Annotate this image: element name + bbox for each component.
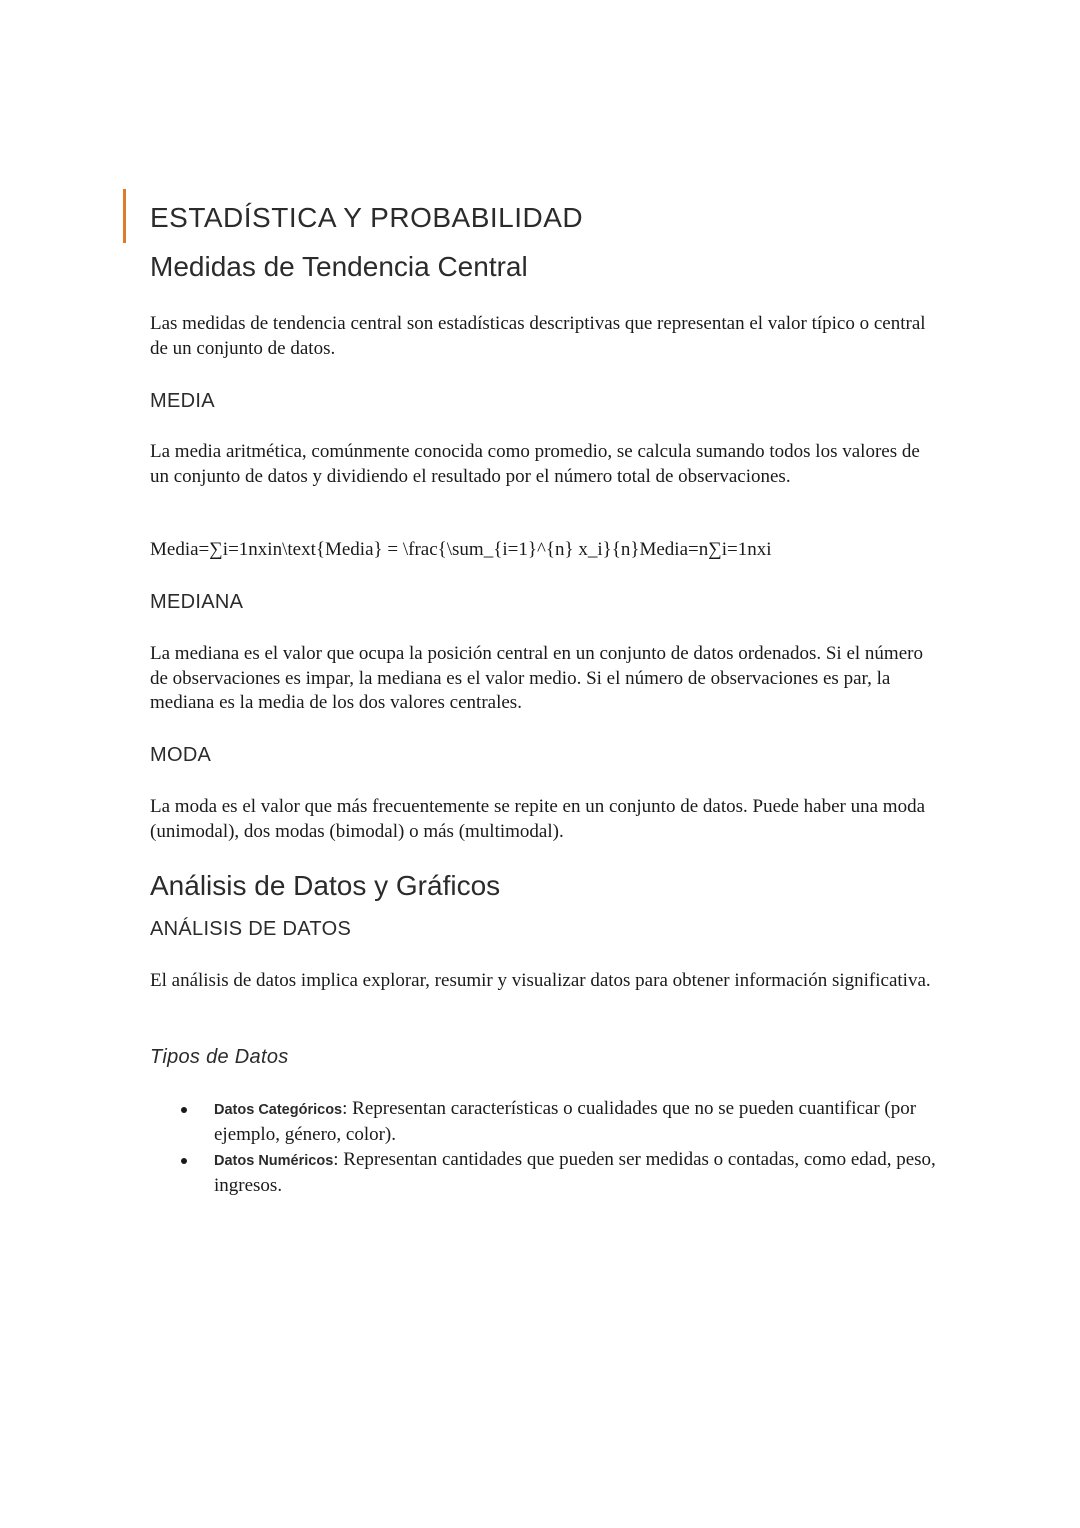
moda-paragraph: La moda es el valor que más frecuentemente se repite en un conjunto de datos. Puede haber una moda (unimodal), dos modas (bimodal) o más (multimodal). <box>150 796 926 842</box>
subheading-analisis-de-datos: ANÁLISIS DE DATOS <box>150 918 352 940</box>
subheading-media: MEDIA <box>150 390 215 412</box>
intro-paragraph: Las medidas de tendencia central son estadísticas descriptivas que representan el valor típico o central de un conjunto de datos. <box>150 313 926 359</box>
term-categoricos: Datos Categóricos <box>214 1102 343 1118</box>
subheading-mediana: MEDIANA <box>150 591 244 613</box>
media-formula: Media=∑i=1nxin\text{Media} = \frac{\sum_{i=1}^{n} x_i}{n}Media=n∑i=1nxi <box>150 539 772 560</box>
media-paragraph: La media aritmética, comúnmente conocida como promedio, se calcula sumando todos los valores de un conjunto de datos y dividiendo el resultado por el número total de observaciones. <box>150 441 920 487</box>
section-heading-central-tendency: Medidas de Tendencia Central <box>150 251 528 282</box>
bullet-icon <box>181 1158 187 1164</box>
term-numericos: Datos Numéricos <box>214 1153 334 1169</box>
analisis-paragraph: El análisis de datos implica explorar, resumir y visualizar datos para obtener información significativa. <box>150 970 931 991</box>
data-types-list <box>150 1097 940 1199</box>
bullet-icon <box>181 1107 187 1113</box>
description-categoricos: : Representan características o cualidades que no se pueden cuantificar (por ejemplo, género, color). <box>214 1098 917 1145</box>
subheading-moda: MODA <box>150 744 212 766</box>
title-accent-bar <box>123 189 126 243</box>
document-title: ESTADÍSTICA Y PROBABILIDAD <box>150 202 584 233</box>
list-item <box>150 1148 940 1198</box>
description-numericos: : Representan cantidades que pueden ser medidas o contadas, como edad, peso, ingresos. <box>214 1149 936 1196</box>
list-item <box>150 1097 940 1147</box>
subheading-tipos-de-datos: Tipos de Datos <box>150 1046 289 1068</box>
mediana-paragraph: La mediana es el valor que ocupa la posición central en un conjunto de datos ordenados. Si el número de observaciones es impar, la mediana es el valor medio. Si el número de observaciones es par, la mediana es la media de los dos valores centrales. <box>150 643 923 713</box>
section-heading-data-analysis: Análisis de Datos y Gráficos <box>150 870 501 901</box>
